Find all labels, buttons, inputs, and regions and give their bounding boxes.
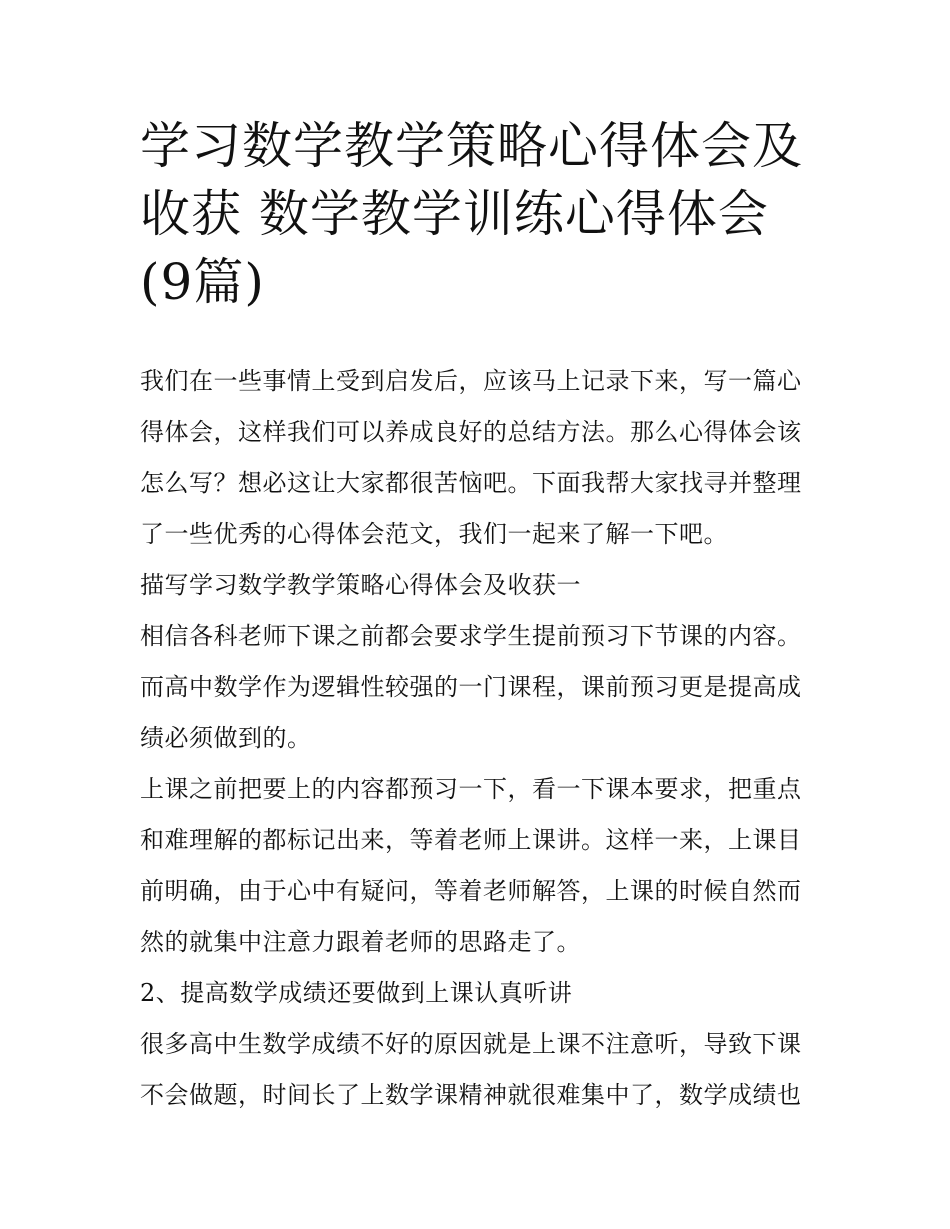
intro-paragraph: 我们在一些事情上受到启发后，应该马上记录下来，写一篇心得体会，这样我们可以养成良好的总结方法。那么心得体会该怎么写？想必这让大家都很苦恼吧。下面我帮大家找寻并整理了一些优秀的心得体会范文，我们一起来了解一下吧。 [140,367,802,548]
body-paragraph: 很多高中生数学成绩不好的原因就是上课不注意听，导致下课不会做题，时间长了上数学课精神就很难集中了，数学成绩也 [140,1030,802,1109]
body-paragraph: 相信各科老师下课之前都会要求学生提前预习下节课的内容。而高中数学作为逻辑性较强的一门课程，课前预习更是提高成绩必须做到的。 [140,622,802,752]
document-title: 学习数学教学策略心得体会及收获 数学教学训练心得体会(9篇) [140,117,803,311]
body-paragraph: 上课之前把要上的内容都预习一下，看一下课本要求，把重点和难理解的都标记出来，等着老师上课讲。这样一来，上课目前明确，由于心中有疑问，等着老师解答，上课的时候自然而然的就集中注意力跟着老师的思路走了。 [140,775,802,956]
section-heading: 描写学习数学教学策略心得体会及收获一 [140,571,581,599]
subsection-heading: 2、提高数学成绩还要做到上课认真听讲 [140,979,573,1007]
document-body [140,356,820,1121]
